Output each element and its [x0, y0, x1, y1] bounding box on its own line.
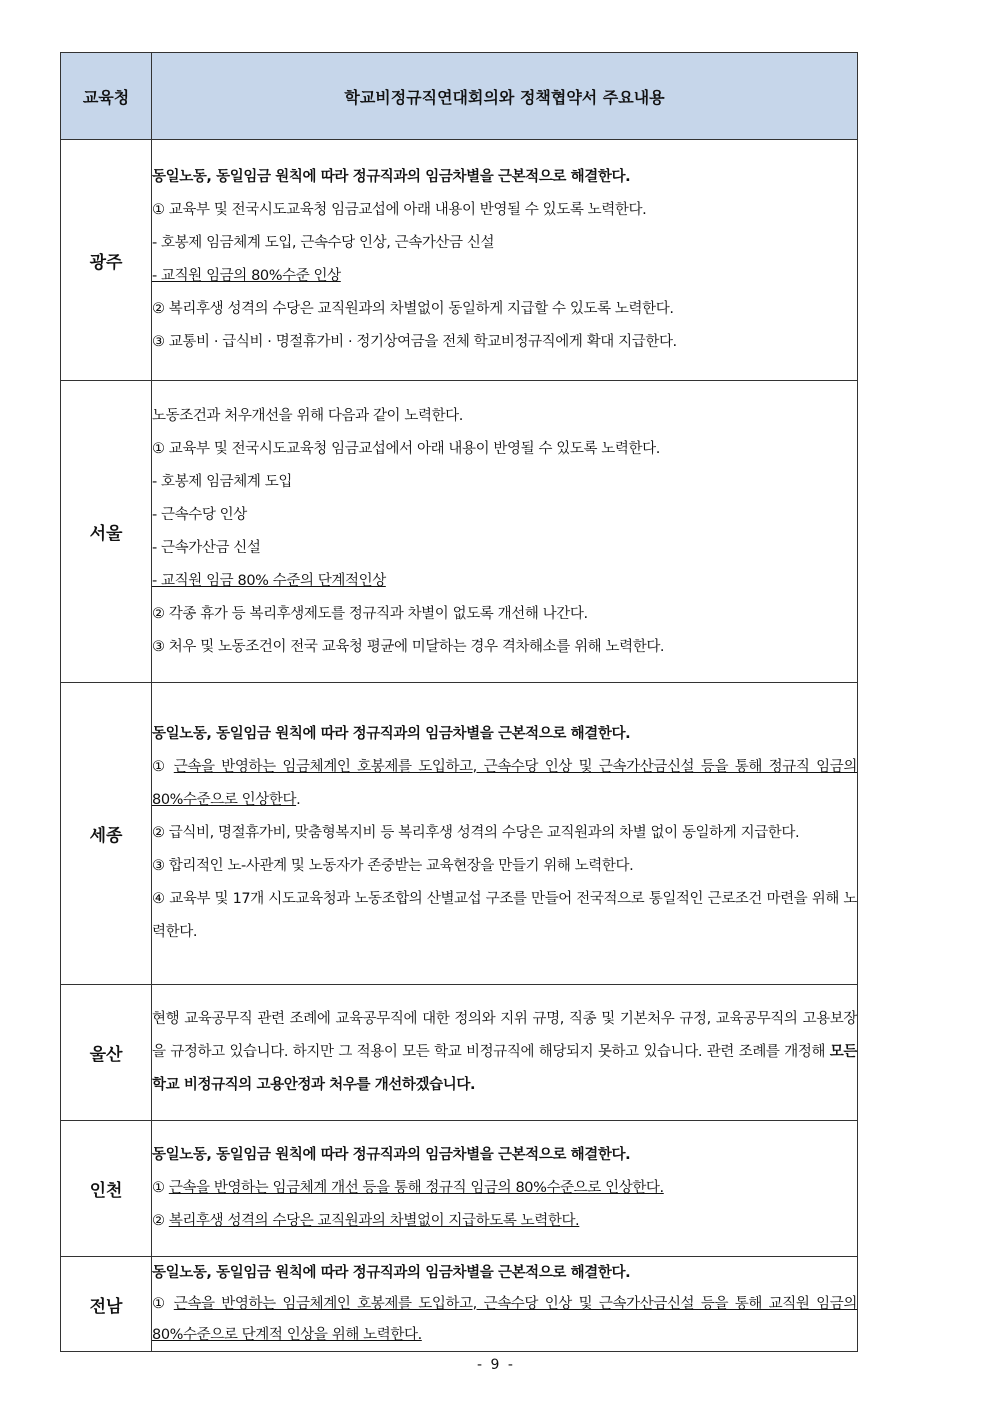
content-line: 동일노동, 동일임금 원칙에 따라 정규직과의 임금차별을 근본적으로 해결한다.: [152, 1264, 631, 1281]
content-line: 동일노동, 동일임금 원칙에 따라 정규직과의 임금차별을 근본적으로 해결한다.: [152, 1147, 631, 1163]
policy-table: [60, 52, 858, 1352]
content-line: 동일노동, 동일임금 원칙에 따라 정규직과의 임금차별을 근본적으로 해결한다.: [152, 169, 631, 185]
content-line: - 호봉제 임금체계 도입, 근속수당 인상, 근속가산금 신설: [152, 235, 495, 251]
content-line: [152, 1172, 857, 1205]
content-line: - 호봉제 임금체계 도입: [152, 473, 292, 490]
region-label: 전남: [61, 1257, 152, 1352]
content-paragraph: ② 급식비, 명절휴가비, 맞춤형복지비 등 복리후생 성격의 수당은 교직원과의 차별 없이 동일하게 지급한다.: [152, 825, 800, 841]
content-paragraph: ④ 교육부 및 17개 시도교육청과 노동조합의 산별교섭 구조를 만들어 전국적으로 통일적인 근로조건 마련을 위해 노력한다.: [152, 891, 857, 940]
row-seoul: [61, 381, 858, 683]
content-line: ① 교육부 및 전국시도교육청 임금교섭에 아래 내용이 반영될 수 있도록 노력한다.: [152, 202, 647, 218]
content-cell: [152, 683, 858, 985]
content-cell: [152, 1121, 858, 1257]
content-cell: [152, 985, 858, 1121]
content-line: - 근속수당 인상: [152, 506, 247, 523]
content-line: 노동조건과 처우개선을 위해 다음과 같이 노력한다.: [152, 407, 464, 424]
region-label: 광주: [61, 140, 152, 381]
region-label: 세종: [61, 683, 152, 985]
item-number: ①: [152, 1180, 169, 1196]
content-line: ② 복리후생 성격의 수당은 교직원과의 차별없이 동일하게 지급할 수 있도록 노력한다.: [152, 301, 674, 317]
bold-text: 모든 학교 비정규직의 고용안정과 처우를 개선하겠습니다.: [152, 1044, 857, 1093]
content-line: ③ 합리적인 노-사관계 및 노동자가 존중받는 교육현장을 만들기 위해 노력한다.: [152, 858, 634, 874]
row-sejong: [61, 683, 858, 985]
content-line: ① 교육부 및 전국시도교육청 임금교섭에서 아래 내용이 반영될 수 있도록 노력한다.: [152, 440, 660, 457]
content-cell: [152, 381, 858, 683]
content-line: ③ 처우 및 노동조건이 전국 교육청 평균에 미달하는 경우 격차해소를 위해 노력한다.: [152, 638, 665, 655]
content-cell: [152, 140, 858, 381]
content-paragraph: [152, 1289, 857, 1351]
content-line: - 교직원 임금 80% 수준의 단계적인상: [152, 572, 386, 589]
underlined-text: 복리후생 성격의 수당은 교직원과의 차별없이 지급하도록 노력한다.: [168, 1213, 580, 1229]
underlined-text: 근속을 반영하는 임금체계인 호봉제를 도입하고, 근속수당 인상 및 근속가산금신설 등을 통해 교직원 임금의 80%수준으로 단계적 인상을 위해 노력한다.: [152, 1295, 857, 1343]
content-paragraph: [152, 1003, 857, 1102]
content-line: ③ 교통비 · 급식비 · 명절휴가비 · 정기상여금을 전체 학교비정규직에게 확대 지급한다.: [152, 334, 677, 350]
item-number: ①: [152, 1295, 174, 1312]
region-label: 서울: [61, 381, 152, 683]
row-gwangju: [61, 140, 858, 381]
content-paragraph: [152, 751, 857, 817]
row-jeonnam: [61, 1257, 858, 1352]
item-number: ②: [152, 1213, 169, 1229]
paragraph-text: 현행 교육공무직 관련 조례에 교육공무직에 대한 정의와 지위 규명, 직종 및 기본처우 규정, 교육공무직의 고용보장을 규정하고 있습니다. 하지만 그 적용이 모든 학교 비정규직에 해당되지 못하고 있습니다. 관련 조례를 개정해: [152, 1011, 857, 1060]
content-line: - 근속가산금 신설: [152, 539, 261, 556]
content-line: 동일노동, 동일임금 원칙에 따라 정규직과의 임금차별을 근본적으로 해결한다.: [152, 726, 631, 742]
page-number: - 9 -: [477, 1357, 515, 1373]
content-line: - 교직원 임금의 80%수준 인상: [152, 268, 341, 284]
header-content: 학교비정규직연대회의와 정책협약서 주요내용: [152, 53, 858, 140]
content-line: ② 각종 휴가 등 복리후생제도를 정규직과 차별이 없도록 개선해 나간다.: [152, 605, 588, 622]
row-incheon: [61, 1121, 858, 1257]
content-cell: [152, 1257, 858, 1352]
header-office: 교육청: [61, 53, 152, 140]
underlined-text: 근속을 반영하는 임금체계 개선 등을 통해 정규직 임금의 80%수준으로 인상한다.: [168, 1180, 664, 1196]
header-row: [61, 53, 858, 140]
underlined-text: 근속을 반영하는 임금체계인 호봉제를 도입하고, 근속수당 인상 및 근속가산금신설 등을 통해 정규직 임금의 80%수준으로 인상한다: [152, 759, 857, 808]
region-label: 울산: [61, 985, 152, 1121]
row-ulsan: [61, 985, 858, 1121]
content-line: [152, 1205, 857, 1238]
period: .: [296, 792, 301, 808]
region-label: 인천: [61, 1121, 152, 1257]
item-number: ①: [152, 759, 174, 775]
